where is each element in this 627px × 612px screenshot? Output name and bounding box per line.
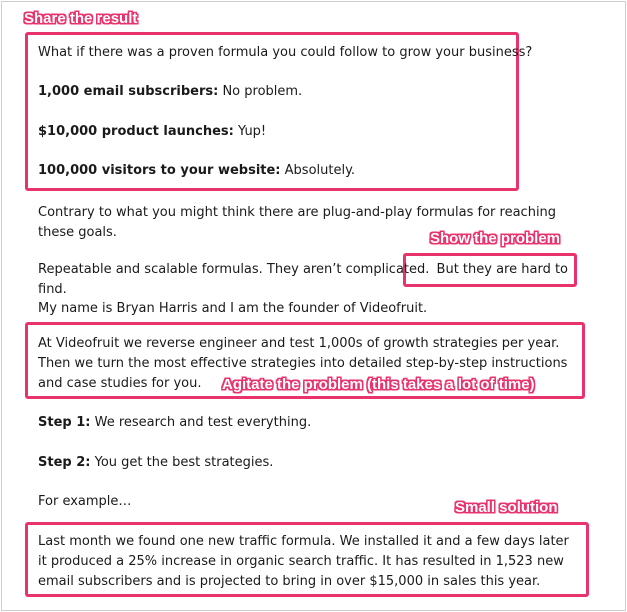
para-step1 (38, 413, 583, 433)
callout-small-solution: Small solution (455, 499, 558, 516)
repeatable-text: Repeatable and scalable formulas. They aren’t complicated. (38, 262, 430, 277)
callout-agitate-problem: Agitate the problem (this takes a lot of time) (222, 376, 535, 393)
para-contrary: Contrary to what you might think there are plug-and-play formulas for reaching these goals. (38, 205, 557, 240)
launches-label: $10,000 product launches: (38, 124, 234, 139)
callout-show-problem: Show the problem (430, 230, 561, 247)
launches-value: Yup! (233, 124, 267, 139)
visitors-label: 100,000 visitors to your website: (38, 163, 281, 178)
para-example: For example… (38, 494, 132, 509)
para-visitors (38, 161, 583, 181)
visitors-value: Absolutely. (280, 163, 356, 178)
para-last-month: Last month we found one new traffic formula. We installed it and a few days later it produced a 25% increase in organic search traffic. It has resulted in 1,523 new email subscribers and is projected to bring in over $15,000 in sales this year. (38, 534, 569, 589)
para-repeatable (38, 260, 598, 300)
para-launches (38, 122, 583, 142)
subscribers-value: No problem. (218, 84, 303, 99)
step2-label: Step 2: (38, 455, 91, 470)
para-name: My name is Bryan Harris and I am the founder of Videofruit. (38, 301, 428, 316)
callout-share-result: Share the result (24, 10, 138, 27)
para-videofruit: At Videofruit we reverse engineer and test 1,000s of growth strategies per year. Then we turn the most effective strategies into detailed step-by-step instructions and case studies for you. (38, 336, 568, 391)
step2-text: You get the best strategies. (90, 455, 274, 470)
para-step2 (38, 453, 583, 473)
step1-label: Step 1: (38, 415, 91, 430)
hard-to-find-text: But they are hard to find. (38, 262, 569, 297)
step1-text: We research and test everything. (90, 415, 312, 430)
subscribers-label: 1,000 email subscribers: (38, 84, 219, 99)
para-subscribers (38, 82, 583, 102)
para-question: What if there was a proven formula you could follow to grow your business? (38, 45, 533, 60)
